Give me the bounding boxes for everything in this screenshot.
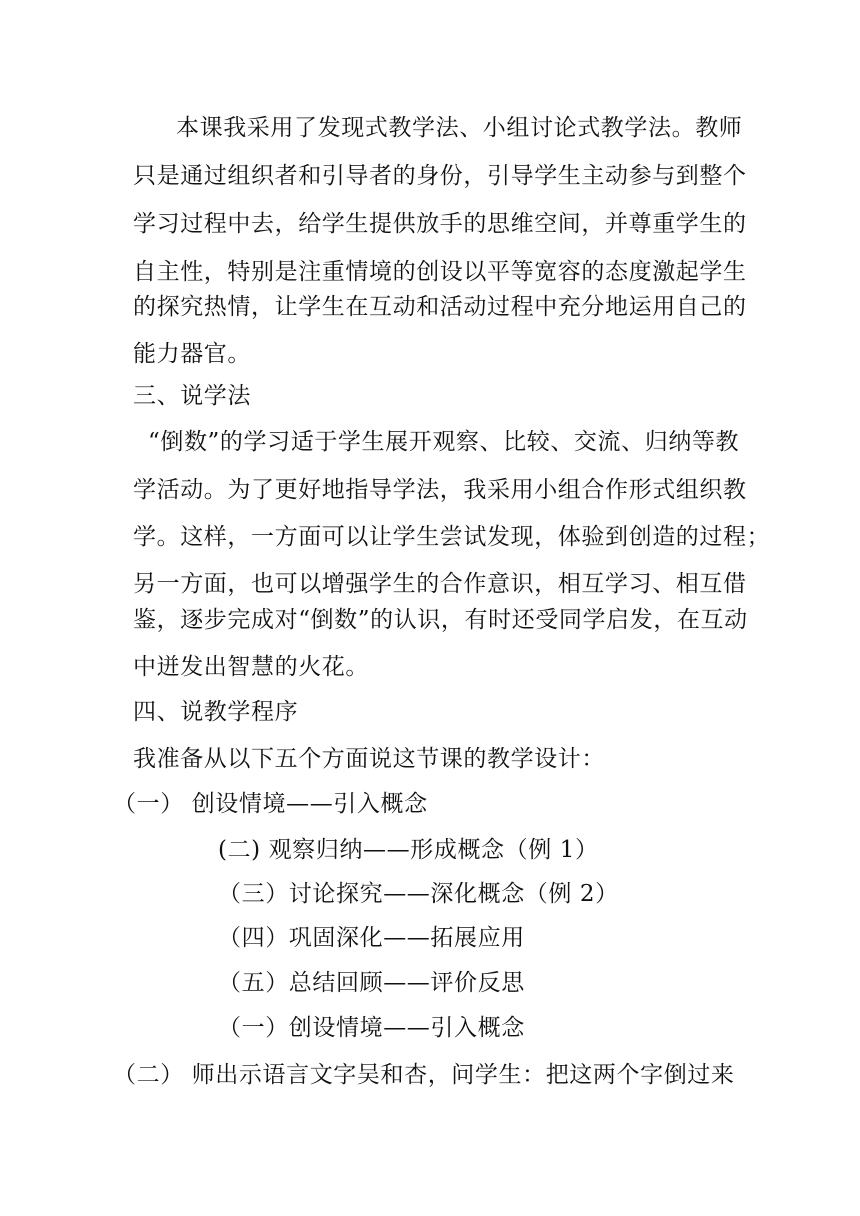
study-paragraph-line-2: 学活动。为了更好地指导学法，我采用小组合作形式组织教	[133, 477, 747, 503]
method-paragraph-line-6: 能力器官。	[133, 341, 251, 367]
study-paragraph-line-5: 鉴，逐步完成对“倒数”的认识，有时还受同学启发，在互动	[133, 607, 748, 633]
method-paragraph-line-4: 自主性，特别是注重情境的创设以平等宽容的态度激起学生	[133, 259, 747, 285]
method-paragraph-line-3: 学习过程中去，给学生提供放手的思维空间，并尊重学生的	[133, 211, 747, 237]
step-item-4: （四）巩固深化——拓展应用	[218, 925, 525, 951]
method-paragraph-line-2: 只是通过组织者和引导者的身份，引导学生主动参与到整个	[133, 163, 747, 189]
section-heading-study-method: 三、说学法	[133, 383, 251, 409]
section-heading-teaching-procedure: 四、说教学程序	[133, 699, 299, 725]
step-item-6: （一）创设情境——引入概念	[218, 1015, 525, 1041]
study-paragraph-line-1: “倒数”的学习适于学生展开观察、比较、交流、归纳等教	[148, 429, 740, 455]
procedure-intro: 我准备从以下五个方面说这节课的教学设计：	[133, 746, 605, 772]
method-paragraph-line-5: 的探究热情，让学生在互动和活动过程中充分地运用自己的	[133, 294, 747, 320]
study-paragraph-line-6: 中迸发出智慧的火花。	[133, 654, 369, 680]
step-item-1: （一） 创设情境——引入概念	[113, 791, 428, 817]
step-item-5: （五）总结回顾——评价反思	[218, 970, 525, 996]
step-item-3: （三）讨论探究——深化概念（例 2）	[218, 881, 619, 907]
step-item-2: (二) 观察归纳——形成概念（例 1）	[218, 837, 599, 863]
procedure-last-line: （二） 师出示语言文字吴和杏，问学生：把这两个字倒过来	[113, 1062, 735, 1088]
study-paragraph-line-3: 学。这样，一方面可以让学生尝试发现，体验到创造的过程；	[133, 524, 771, 550]
method-paragraph-line-1: 本课我采用了发现式教学法、小组讨论式教学法。教师	[176, 115, 743, 141]
study-paragraph-line-4: 另一方面，也可以增强学生的合作意识，相互学习、相互借	[133, 571, 747, 597]
